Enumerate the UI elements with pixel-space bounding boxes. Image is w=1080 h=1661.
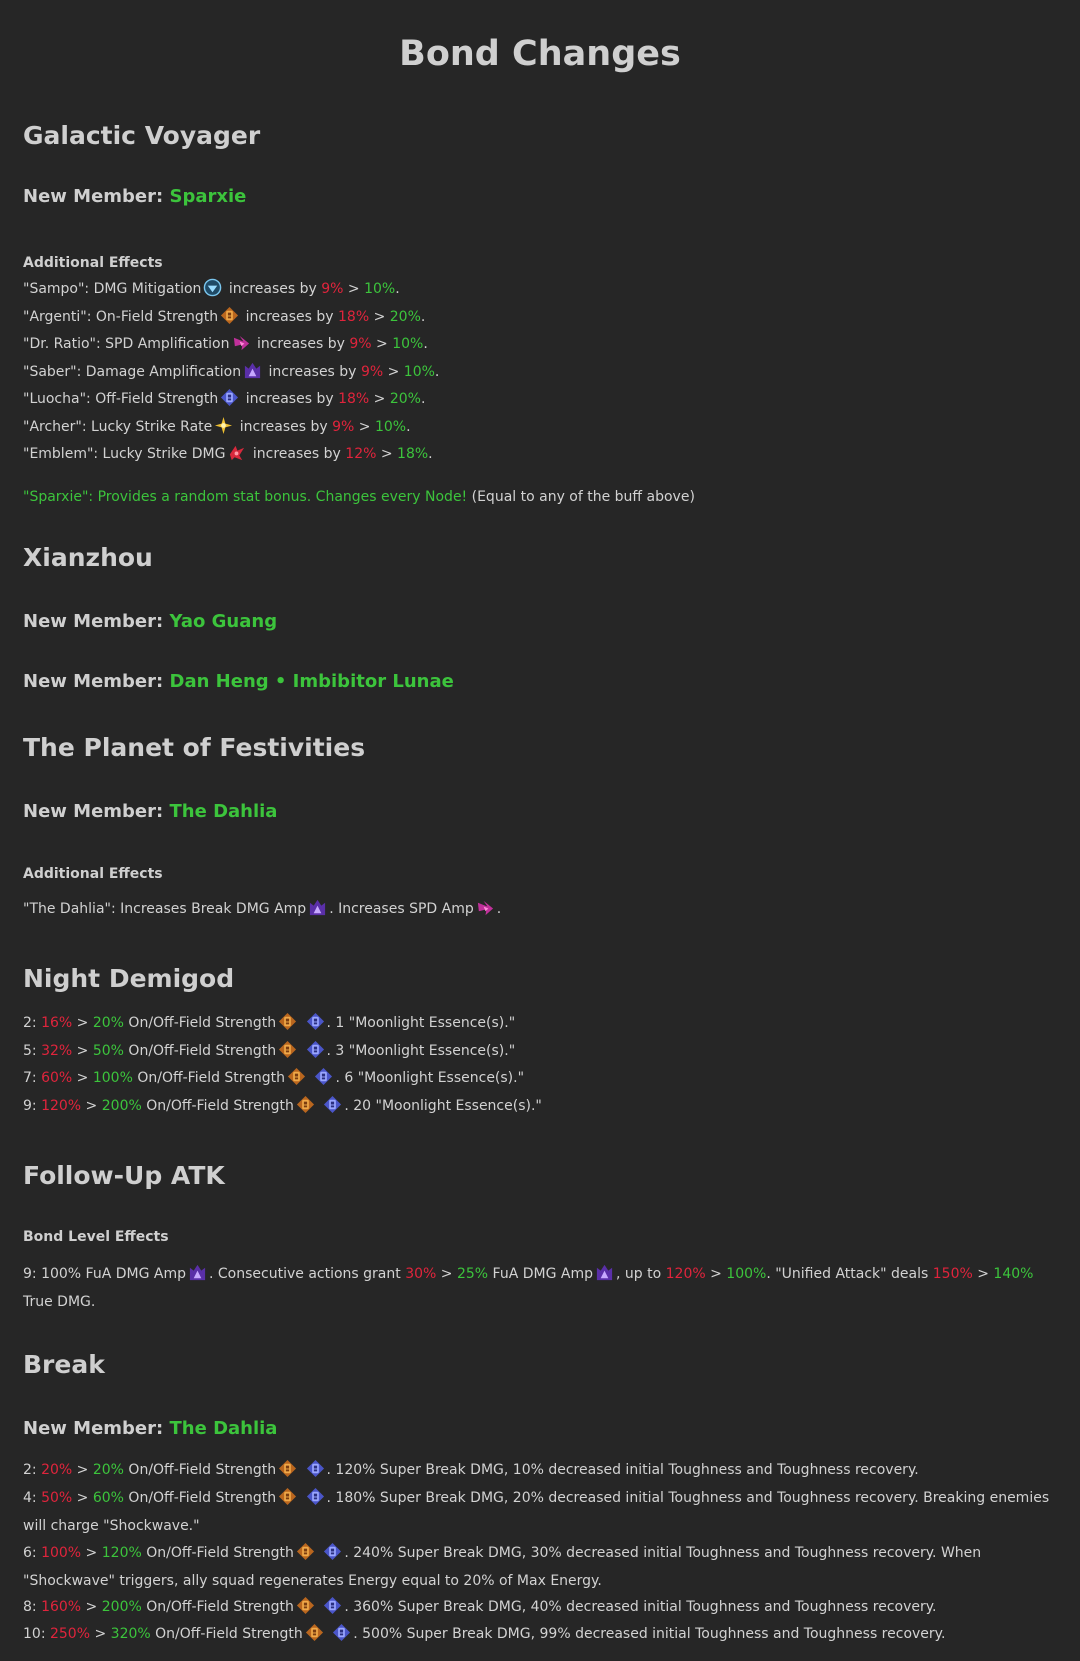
bond-level-effect: . 500% Super Break DMG, 99% decreased initial Toughness and Toughness recovery. (353, 1626, 946, 1642)
mitigation-icon (203, 278, 222, 297)
bond-level-effect: . 180% Super Break DMG, 20% decreased initial Toughness and Toughness recovery. Breaking enemies will charge "Shockwave." (23, 1490, 1050, 1534)
strength-label: On/Off-Field Strength (128, 1462, 277, 1478)
member-name: The Dahlia (169, 801, 278, 822)
old-value: 60% (41, 1070, 73, 1086)
bond-effect-row: "Sampo": DMG Mitigation increases by 9% > 10%. (23, 276, 1053, 304)
bond-level-effect: . 3 "Moonlight Essence(s)." (326, 1042, 516, 1059)
strength-label: On/Off-Field Strength (128, 1015, 277, 1031)
sparxie-note-aside: (Equal to any of the buff above) (471, 489, 695, 505)
bond-level-row: 6: 100% > 120% On/Off-Field Strength . 240% Super Break DMG, 30% decreased initial Toughness and Toughness recovery. When "Shockwave" triggers, ally squad regenerates Energy equal to 20% of Max Energy. (23, 1540, 1053, 1595)
new-member-dan-heng (23, 671, 454, 692)
spd-amp-icon (476, 898, 495, 917)
bond-level: 5: (23, 1042, 37, 1059)
member-name: Dan Heng • Imbibitor Lunae (169, 671, 454, 692)
new-member-the-dahlia (23, 801, 277, 822)
bond-level-effect: . 240% Super Break DMG, 30% decreased initial Toughness and Toughness recovery. When "Shockwave" triggers, ally squad regenerates Energy equal to 20% of Max Energy. (23, 1545, 982, 1589)
on-field-icon (296, 1596, 315, 1615)
on-field-icon (296, 1542, 315, 1561)
effect-connector: increases by (256, 336, 345, 352)
off-field-icon (220, 388, 239, 407)
strength-label: On/Off-Field Strength (146, 1599, 294, 1615)
bond-level-row: 2: 20% > 20% On/Off-Field Strength . 120% Super Break DMG, 10% decreased initial Toughness and Toughness recovery. (23, 1457, 1053, 1485)
on-field-icon (287, 1067, 306, 1086)
effect-connector: increases by (228, 281, 317, 297)
bond-level-row: 4: 50% > 60% On/Off-Field Strength . 180% Super Break DMG, 20% decreased initial Toughness and Toughness recovery. Breaking enemies will charge "Shockwave." (23, 1485, 1053, 1540)
new-value: 20% (92, 1015, 124, 1031)
effect-name: "Emblem": Lucky Strike DMG (23, 446, 226, 462)
bond-effect-row: "Luocha": Off-Field Strength increases by 18% > 20%. (23, 386, 1053, 414)
dmg-amp-icon (243, 361, 262, 380)
off-field-icon (332, 1623, 351, 1642)
on-field-icon (305, 1623, 324, 1642)
bond-level: 2: (23, 1015, 37, 1031)
followup-text: FuA DMG Amp (492, 1266, 593, 1282)
bond-level-row: 2: 16% > 20% On/Off-Field Strength . 1 "Moonlight Essence(s)." (23, 1010, 1053, 1038)
new-value: 50% (92, 1042, 124, 1059)
effect-connector: increases by (252, 446, 341, 462)
strength-label: On/Off-Field Strength (146, 1545, 294, 1561)
bond-effect-row: "Archer": Lucky Strike Rate increases by 9% > 10%. (23, 414, 1053, 442)
section-heading-galactic-voyager: Galactic Voyager (23, 121, 261, 150)
on-field-icon (296, 1095, 315, 1114)
new-member-the-dahlia (23, 1418, 277, 1439)
bond-level-row: 8: 160% > 200% On/Off-Field Strength . 360% Super Break DMG, 40% decreased initial Toughness and Toughness recovery. (23, 1594, 1053, 1622)
new-member-yao-guang (23, 611, 277, 632)
new-value: 20% (389, 308, 421, 325)
on-field-icon (278, 1487, 297, 1506)
strength-label: On/Off-Field Strength (155, 1626, 303, 1642)
old-value: 16% (41, 1015, 73, 1031)
effect-name: "Saber": Damage Amplification (23, 363, 242, 380)
off-field-icon (323, 1095, 342, 1114)
strength-label: On/Off-Field Strength (137, 1070, 285, 1086)
bond-level-effect: . 360% Super Break DMG, 40% decreased initial Toughness and Toughness recovery. (344, 1599, 937, 1615)
new-value: 10% (403, 363, 435, 380)
lucky-rate-icon (214, 416, 233, 435)
new-member-label: New Member: (23, 801, 164, 822)
section-heading-planet-of-festivities: The Planet of Festivities (23, 733, 366, 762)
page-title: Bond Changes (399, 34, 681, 74)
new-value: 20% (92, 1462, 124, 1478)
old-value: 120% (41, 1097, 82, 1114)
new-member-label: New Member: (23, 1418, 164, 1439)
bond-effect-row: "Dr. Ratio": SPD Amplification increases by 9% > 10%. (23, 331, 1053, 359)
new-member-label: New Member: (23, 671, 164, 692)
new-member-label: New Member: (23, 186, 164, 207)
bond-level-effect: . 20 "Moonlight Essence(s)." (344, 1097, 542, 1114)
bond-level: 2: (23, 1462, 37, 1478)
new-value: 100% (92, 1070, 133, 1086)
dmg-amp-icon (595, 1263, 614, 1282)
off-field-icon (323, 1542, 342, 1561)
new-value: 120% (101, 1545, 142, 1561)
lucky-dmg-icon (227, 443, 246, 462)
new-value: 10% (364, 281, 396, 297)
effect-connector: increases by (239, 418, 328, 435)
bond-level-effect: . 120% Super Break DMG, 10% decreased initial Toughness and Toughness recovery. (326, 1462, 919, 1478)
new-value: 140% (993, 1266, 1034, 1282)
bond-level: 9: (23, 1097, 37, 1114)
section-heading-break: Break (23, 1350, 105, 1379)
new-value: 10% (392, 336, 424, 352)
section-heading-follow-up-atk: Follow-Up ATK (23, 1161, 225, 1190)
old-value: 120% (665, 1266, 706, 1282)
old-value: 9% (321, 281, 344, 297)
dmg-amp-icon (308, 898, 327, 917)
old-value: 20% (41, 1462, 73, 1478)
followup-text: 9: 100% FuA DMG Amp (23, 1266, 186, 1282)
new-value: 320% (110, 1626, 151, 1642)
strength-label: On/Off-Field Strength (128, 1490, 277, 1506)
off-field-icon (306, 1459, 325, 1478)
new-value: 200% (101, 1097, 142, 1114)
on-field-icon (278, 1459, 297, 1478)
off-field-icon (306, 1487, 325, 1506)
old-value: 32% (41, 1042, 73, 1059)
effect-name: "Luocha": Off-Field Strength (23, 391, 219, 407)
on-field-icon (278, 1012, 297, 1031)
bond-level-row: 10: 250% > 320% On/Off-Field Strength . 500% Super Break DMG, 99% decreased initial Toughness and Toughness recovery. (23, 1621, 1053, 1649)
off-field-icon (314, 1067, 333, 1086)
bond-level-effects-heading: Bond Level Effects (23, 1229, 169, 1245)
additional-effects-heading: Additional Effects (23, 866, 163, 882)
effect-name: "Dr. Ratio": SPD Amplification (23, 336, 230, 352)
old-value: 100% (41, 1545, 82, 1561)
dahlia-effect-part2: . Increases SPD Amp (329, 901, 474, 917)
bond-level: 7: (23, 1070, 37, 1086)
on-field-icon (220, 306, 239, 325)
bond-effect-row: "Saber": Damage Amplification increases by 9% > 10%. (23, 359, 1053, 387)
effect-name: "Archer": Lucky Strike Rate (23, 418, 213, 435)
spd-amp-icon (232, 333, 251, 352)
strength-label: On/Off-Field Strength (128, 1042, 277, 1059)
off-field-icon (323, 1596, 342, 1615)
new-member-label: New Member: (23, 611, 164, 632)
bond-level-row: 7: 60% > 100% On/Off-Field Strength . 6 "Moonlight Essence(s)." (23, 1065, 1053, 1093)
followup-text: . "Unified Attack" deals (766, 1266, 929, 1282)
old-value: 9% (349, 336, 372, 352)
on-field-icon (278, 1040, 297, 1059)
bond-effect-row: "Argenti": On-Field Strength increases by 18% > 20%. (23, 304, 1053, 332)
bond-level: 6: (23, 1545, 37, 1561)
old-value: 12% (345, 446, 377, 462)
new-value: 60% (92, 1490, 124, 1506)
off-field-icon (306, 1012, 325, 1031)
effect-name: "Sampo": DMG Mitigation (23, 281, 202, 297)
dahlia-effect-part1: "The Dahlia": Increases Break DMG Amp (23, 901, 307, 917)
bond-level-effect: . 6 "Moonlight Essence(s)." (335, 1070, 525, 1086)
followup-text: True DMG. (23, 1293, 96, 1310)
old-value: 160% (41, 1599, 82, 1615)
new-value: 10% (374, 418, 407, 435)
section-heading-xianzhou: Xianzhou (23, 543, 153, 572)
dahlia-effect-end: . (496, 901, 502, 917)
bond-level: 10: (23, 1626, 46, 1642)
followup-text: . Consecutive actions grant (209, 1266, 401, 1282)
bond-level-row: 9: 120% > 200% On/Off-Field Strength . 20 "Moonlight Essence(s)." (23, 1093, 1053, 1121)
old-value: 150% (932, 1266, 973, 1282)
effect-name: "Argenti": On-Field Strength (23, 308, 219, 325)
effect-connector: increases by (268, 363, 357, 380)
dahlia-effect (23, 896, 1053, 924)
old-value: 50% (41, 1490, 73, 1506)
member-name: Sparxie (169, 186, 247, 207)
new-value: 100% (726, 1266, 767, 1282)
followup-text: , up to (616, 1266, 662, 1282)
new-value: 20% (389, 391, 421, 407)
dmg-amp-icon (188, 1263, 207, 1282)
bond-level-row: 5: 32% > 50% On/Off-Field Strength . 3 "Moonlight Essence(s)." (23, 1038, 1053, 1066)
new-value: 200% (101, 1599, 142, 1615)
sparxie-note (23, 484, 1053, 512)
new-value: 25% (456, 1266, 489, 1282)
bond-level: 8: (23, 1599, 37, 1615)
strength-label: On/Off-Field Strength (146, 1097, 294, 1114)
new-value: 18% (397, 446, 429, 462)
old-value: 18% (338, 391, 370, 407)
bond-level: 4: (23, 1490, 37, 1506)
old-value: 9% (360, 363, 384, 380)
old-value: 18% (338, 308, 370, 325)
new-member-sparxie (23, 186, 246, 207)
bond-level-effect: . 1 "Moonlight Essence(s)." (326, 1015, 516, 1031)
off-field-icon (306, 1040, 325, 1059)
bond-effect-row: "Emblem": Lucky Strike DMG increases by 12% > 18%. (23, 441, 1053, 469)
old-value: 250% (49, 1626, 91, 1642)
sparxie-note-text: "Sparxie": Provides a random stat bonus. Changes every Node! (23, 489, 468, 505)
section-heading-night-demigod: Night Demigod (23, 964, 235, 993)
effect-connector: increases by (245, 308, 334, 325)
effect-connector: increases by (245, 391, 334, 407)
member-name: Yao Guang (169, 611, 278, 632)
followup-effect: 9: 100% FuA DMG Amp . Consecutive actions grant 30% > 25% FuA DMG Amp , up to 120% > 100%. "Unified Attack" deals 150% > 140% True DMG. (23, 1261, 1053, 1316)
additional-effects-heading: Additional Effects (23, 255, 163, 271)
old-value: 30% (405, 1266, 437, 1282)
member-name: The Dahlia (169, 1418, 278, 1439)
old-value: 9% (332, 418, 355, 435)
